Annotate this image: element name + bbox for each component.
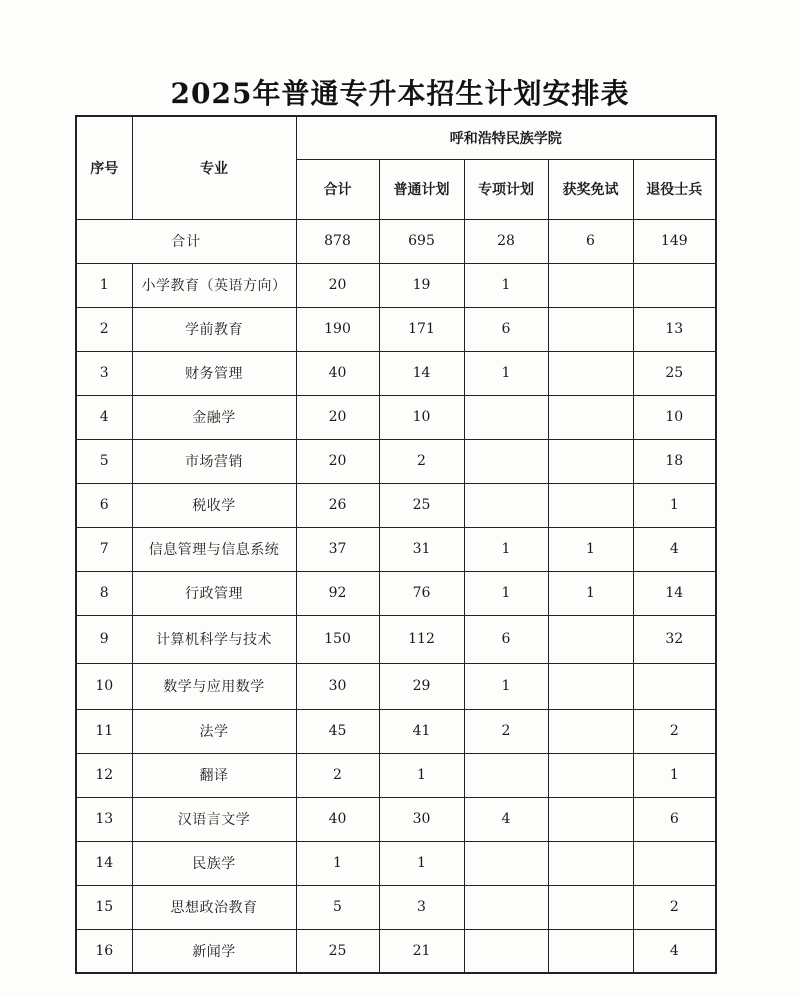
special-plan-cell: 6 xyxy=(464,307,548,351)
regular-plan-cell: 76 xyxy=(379,571,464,615)
header-regular-plan: 普通计划 xyxy=(379,159,464,219)
veteran-cell: 32 xyxy=(633,615,716,663)
veteran-cell: 2 xyxy=(633,885,716,929)
sum-cell: 2 xyxy=(296,753,379,797)
document-title: 2025年普通专升本招生计划安排表 xyxy=(170,77,630,110)
major-cell: 数学与应用数学 xyxy=(132,663,296,709)
major-cell: 民族学 xyxy=(132,841,296,885)
table-row xyxy=(76,615,716,663)
sum-cell: 150 xyxy=(296,615,379,663)
regular-plan-cell: 41 xyxy=(379,709,464,753)
regular-plan-cell: 112 xyxy=(379,615,464,663)
major-cell: 新闻学 xyxy=(132,929,296,973)
major-cell: 财务管理 xyxy=(132,351,296,395)
table-row xyxy=(76,797,716,841)
table-row xyxy=(76,753,716,797)
total-sum: 878 xyxy=(296,219,379,263)
enrollment-plan-table xyxy=(75,115,717,974)
special-plan-cell: 1 xyxy=(464,571,548,615)
major-cell: 汉语言文学 xyxy=(132,797,296,841)
regular-plan-cell: 19 xyxy=(379,263,464,307)
special-plan-cell: 4 xyxy=(464,797,548,841)
award-exempt-cell xyxy=(548,351,633,395)
sum-cell: 26 xyxy=(296,483,379,527)
regular-plan-cell: 1 xyxy=(379,753,464,797)
total-regular: 695 xyxy=(379,219,464,263)
major-cell: 计算机科学与技术 xyxy=(132,615,296,663)
award-exempt-cell: 1 xyxy=(548,527,633,571)
serial-cell: 11 xyxy=(76,709,132,753)
table-row xyxy=(76,885,716,929)
award-exempt-cell: 1 xyxy=(548,571,633,615)
table-row xyxy=(76,709,716,753)
sum-cell: 45 xyxy=(296,709,379,753)
sum-cell: 40 xyxy=(296,797,379,841)
special-plan-cell: 6 xyxy=(464,615,548,663)
special-plan-cell xyxy=(464,439,548,483)
award-exempt-cell xyxy=(548,263,633,307)
sum-cell: 20 xyxy=(296,263,379,307)
serial-cell: 5 xyxy=(76,439,132,483)
serial-cell: 9 xyxy=(76,615,132,663)
special-plan-cell xyxy=(464,483,548,527)
award-exempt-cell xyxy=(548,929,633,973)
regular-plan-cell: 31 xyxy=(379,527,464,571)
regular-plan-cell: 3 xyxy=(379,885,464,929)
total-veteran: 149 xyxy=(633,219,716,263)
header-row-institution xyxy=(76,116,716,159)
total-row xyxy=(76,219,716,263)
table-row xyxy=(76,395,716,439)
special-plan-cell: 1 xyxy=(464,351,548,395)
regular-plan-cell: 171 xyxy=(379,307,464,351)
sum-cell: 20 xyxy=(296,395,379,439)
serial-cell: 15 xyxy=(76,885,132,929)
serial-cell: 8 xyxy=(76,571,132,615)
award-exempt-cell xyxy=(548,709,633,753)
total-special: 28 xyxy=(464,219,548,263)
special-plan-cell: 1 xyxy=(464,263,548,307)
sum-cell: 5 xyxy=(296,885,379,929)
special-plan-cell: 2 xyxy=(464,709,548,753)
header-serial: 序号 xyxy=(76,116,132,219)
award-exempt-cell xyxy=(548,483,633,527)
award-exempt-cell xyxy=(548,395,633,439)
veteran-cell: 1 xyxy=(633,483,716,527)
header-institution: 呼和浩特民族学院 xyxy=(296,116,716,159)
major-cell: 行政管理 xyxy=(132,571,296,615)
veteran-cell: 6 xyxy=(633,797,716,841)
header-award-exempt: 获奖免试 xyxy=(548,159,633,219)
veteran-cell: 13 xyxy=(633,307,716,351)
header-major: 专业 xyxy=(132,116,296,219)
award-exempt-cell xyxy=(548,663,633,709)
major-rows xyxy=(76,263,716,973)
regular-plan-cell: 1 xyxy=(379,841,464,885)
table-row xyxy=(76,263,716,307)
serial-cell: 3 xyxy=(76,351,132,395)
table-row xyxy=(76,351,716,395)
veteran-cell xyxy=(633,263,716,307)
regular-plan-cell: 21 xyxy=(379,929,464,973)
special-plan-cell xyxy=(464,395,548,439)
major-cell: 税收学 xyxy=(132,483,296,527)
serial-cell: 13 xyxy=(76,797,132,841)
total-label: 合计 xyxy=(76,219,296,263)
table-row xyxy=(76,929,716,973)
regular-plan-cell: 14 xyxy=(379,351,464,395)
regular-plan-cell: 25 xyxy=(379,483,464,527)
major-cell: 法学 xyxy=(132,709,296,753)
award-exempt-cell xyxy=(548,797,633,841)
award-exempt-cell xyxy=(548,615,633,663)
sum-cell: 190 xyxy=(296,307,379,351)
veteran-cell: 25 xyxy=(633,351,716,395)
sum-cell: 1 xyxy=(296,841,379,885)
veteran-cell: 4 xyxy=(633,929,716,973)
serial-cell: 12 xyxy=(76,753,132,797)
major-cell: 思想政治教育 xyxy=(132,885,296,929)
serial-cell: 16 xyxy=(76,929,132,973)
table-row xyxy=(76,439,716,483)
veteran-cell: 10 xyxy=(633,395,716,439)
table-row xyxy=(76,841,716,885)
header-total: 合计 xyxy=(296,159,379,219)
serial-cell: 14 xyxy=(76,841,132,885)
total-section xyxy=(76,219,716,263)
table-row xyxy=(76,571,716,615)
table-row xyxy=(76,307,716,351)
special-plan-cell xyxy=(464,753,548,797)
award-exempt-cell xyxy=(548,307,633,351)
veteran-cell: 1 xyxy=(633,753,716,797)
serial-cell: 4 xyxy=(76,395,132,439)
major-cell: 金融学 xyxy=(132,395,296,439)
major-cell: 学前教育 xyxy=(132,307,296,351)
veteran-cell: 2 xyxy=(633,709,716,753)
major-cell: 翻译 xyxy=(132,753,296,797)
special-plan-cell xyxy=(464,885,548,929)
regular-plan-cell: 2 xyxy=(379,439,464,483)
major-cell: 小学教育（英语方向） xyxy=(132,263,296,307)
major-cell: 信息管理与信息系统 xyxy=(132,527,296,571)
sum-cell: 25 xyxy=(296,929,379,973)
veteran-cell xyxy=(633,841,716,885)
header-veteran: 退役士兵 xyxy=(633,159,716,219)
veteran-cell xyxy=(633,663,716,709)
regular-plan-cell: 30 xyxy=(379,797,464,841)
sum-cell: 37 xyxy=(296,527,379,571)
serial-cell: 1 xyxy=(76,263,132,307)
serial-cell: 10 xyxy=(76,663,132,709)
award-exempt-cell xyxy=(548,841,633,885)
award-exempt-cell xyxy=(548,885,633,929)
special-plan-cell: 1 xyxy=(464,527,548,571)
regular-plan-cell: 29 xyxy=(379,663,464,709)
serial-cell: 6 xyxy=(76,483,132,527)
table-row xyxy=(76,527,716,571)
award-exempt-cell xyxy=(548,439,633,483)
sum-cell: 20 xyxy=(296,439,379,483)
regular-plan-cell: 10 xyxy=(379,395,464,439)
sum-cell: 30 xyxy=(296,663,379,709)
sum-cell: 92 xyxy=(296,571,379,615)
special-plan-cell xyxy=(464,929,548,973)
table-row xyxy=(76,483,716,527)
veteran-cell: 14 xyxy=(633,571,716,615)
veteran-cell: 4 xyxy=(633,527,716,571)
header-special-plan: 专项计划 xyxy=(464,159,548,219)
serial-cell: 7 xyxy=(76,527,132,571)
special-plan-cell: 1 xyxy=(464,663,548,709)
award-exempt-cell xyxy=(548,753,633,797)
sum-cell: 40 xyxy=(296,351,379,395)
special-plan-cell xyxy=(464,841,548,885)
serial-cell: 2 xyxy=(76,307,132,351)
table-header xyxy=(76,116,716,219)
total-award: 6 xyxy=(548,219,633,263)
table-row xyxy=(76,663,716,709)
veteran-cell: 18 xyxy=(633,439,716,483)
major-cell: 市场营销 xyxy=(132,439,296,483)
